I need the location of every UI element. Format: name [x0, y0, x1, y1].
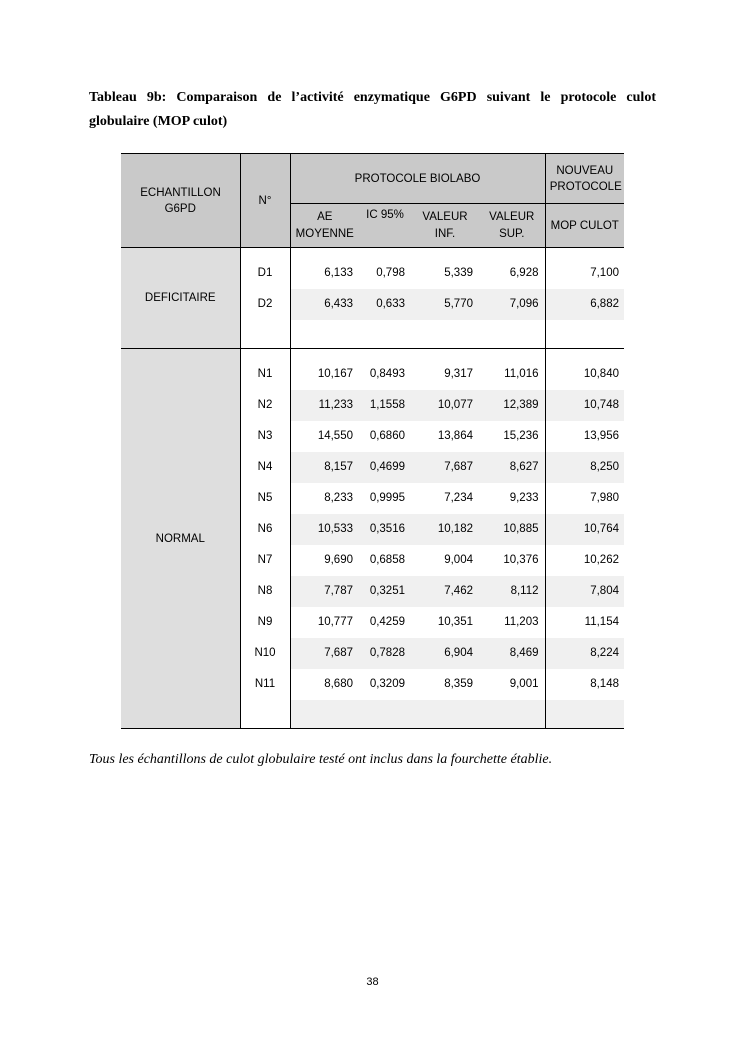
- cell-sup: 8,627: [479, 452, 545, 483]
- cell-ae: 8,157: [290, 452, 359, 483]
- row-number: N2: [240, 390, 290, 421]
- cell-sup: 9,233: [509, 492, 539, 504]
- cell-ae: 11,233: [290, 390, 359, 421]
- row-number: N4: [240, 452, 290, 483]
- cell-mop: 7,100: [545, 258, 624, 289]
- cell-ic: 0,6858: [369, 554, 405, 566]
- cell-sup: 8,112: [479, 576, 545, 607]
- cell-ic: 1,1558: [359, 390, 411, 421]
- header-sample: ECHANTILLON G6PD: [121, 154, 240, 248]
- header-number: N°: [240, 154, 290, 248]
- row-number: D1: [240, 258, 290, 289]
- header-ae: AE MOYENNE: [290, 204, 359, 248]
- row-number: N1: [240, 359, 290, 390]
- group-label: NORMAL: [121, 349, 240, 729]
- cell-mop: 8,148: [545, 669, 624, 700]
- row-number: N3: [240, 421, 290, 452]
- cell-ic: 0,9995: [369, 492, 405, 504]
- row-number: D2: [240, 289, 290, 320]
- header-biolabo: PROTOCOLE BIOLABO: [290, 154, 545, 204]
- cell-sup: 11,016: [504, 368, 539, 380]
- cell-inf: 6,904: [411, 638, 479, 669]
- cell-ae: 9,690: [324, 554, 353, 566]
- cell-sup: 15,236: [503, 430, 539, 442]
- cell-ae: 8,233: [324, 492, 353, 504]
- cell-inf: 7,234: [444, 492, 473, 504]
- cell-inf: 10,351: [437, 616, 473, 628]
- row-number: N6: [240, 514, 290, 545]
- cell-ic: 0,3251: [359, 576, 411, 607]
- cell-sup: 7,096: [479, 289, 545, 320]
- cell-ae: 10,777: [317, 616, 353, 628]
- page-number: 38: [366, 976, 379, 988]
- cell-sup: 10,885: [479, 514, 545, 545]
- cell-mop: 10,840: [545, 359, 624, 390]
- table-caption: [89, 86, 656, 134]
- cell-sup: 9,001: [509, 678, 539, 690]
- cell-inf: 5,770: [411, 289, 479, 320]
- cell-inf: 7,462: [411, 576, 479, 607]
- cell-ic: 0,4699: [359, 452, 411, 483]
- header-mop: MOP CULOT: [545, 204, 624, 248]
- cell-inf: 8,359: [444, 678, 473, 690]
- cell-mop: 7,980: [545, 483, 624, 514]
- cell-sup: 6,928: [509, 267, 539, 279]
- cell-inf: 5,339: [444, 267, 473, 279]
- caption-line-1: Tableau 9b: Comparaison de l’activité enzymatique G6PD suivant le protocole culot: [89, 90, 656, 105]
- cell-inf: 9,317: [444, 368, 473, 380]
- header-vinf: VALEUR INF.: [411, 204, 479, 248]
- cell-ic: 0,4259: [369, 616, 405, 628]
- cell-mop: 10,764: [545, 514, 624, 545]
- g6pd-comparison-table: [121, 153, 624, 729]
- cell-mop: 8,224: [545, 638, 624, 669]
- cell-mop: 11,154: [545, 607, 624, 638]
- header-nouveau: NOUVEAU PROTOCOLE: [545, 154, 624, 204]
- cell-sup: 10,376: [503, 554, 539, 566]
- cell-sup: 8,469: [479, 638, 545, 669]
- cell-ae: 8,680: [324, 678, 353, 690]
- row-number: N9: [240, 607, 290, 638]
- cell-inf: 13,864: [437, 430, 473, 442]
- row-number: N8: [240, 576, 290, 607]
- cell-mop: 7,804: [545, 576, 624, 607]
- row-number: N11: [240, 669, 290, 700]
- cell-ae: 10,167: [317, 368, 353, 380]
- cell-inf: 10,182: [411, 514, 479, 545]
- cell-sup: 11,203: [504, 616, 539, 628]
- cell-ae: 10,533: [290, 514, 359, 545]
- cell-ic: 0,6860: [369, 430, 405, 442]
- caption-line-2: globulaire (MOP culot): [89, 114, 228, 129]
- cell-ic: 0,3516: [359, 514, 411, 545]
- cell-mop: 13,956: [545, 421, 624, 452]
- cell-inf: 9,004: [444, 554, 473, 566]
- cell-ae: 7,687: [290, 638, 359, 669]
- header-vsup: VALEUR SUP.: [479, 204, 545, 248]
- cell-ic: 0,3209: [369, 678, 405, 690]
- cell-ic: 0,798: [376, 267, 405, 279]
- row-number: N5: [240, 483, 290, 514]
- cell-sup: 12,389: [479, 390, 545, 421]
- cell-ic: 0,633: [359, 289, 411, 320]
- cell-ic: 0,8493: [369, 368, 405, 380]
- cell-mop: 6,882: [545, 289, 624, 320]
- cell-inf: 7,687: [411, 452, 479, 483]
- cell-mop: 10,262: [545, 545, 624, 576]
- row-number: N10: [240, 638, 290, 669]
- header-ic: IC 95%: [359, 204, 411, 248]
- cell-mop: 8,250: [545, 452, 624, 483]
- cell-mop: 10,748: [545, 390, 624, 421]
- group-label: DEFICITAIRE: [121, 248, 240, 349]
- cell-ae: 7,787: [290, 576, 359, 607]
- cell-ae: 6,433: [290, 289, 359, 320]
- row-number: N7: [240, 545, 290, 576]
- footnote: Tous les échantillons de culot globulaire testé ont inclus dans la fourchette établie.: [89, 752, 553, 767]
- cell-inf: 10,077: [411, 390, 479, 421]
- cell-ae: 6,133: [324, 267, 353, 279]
- cell-ae: 14,550: [317, 430, 353, 442]
- cell-ic: 0,7828: [359, 638, 411, 669]
